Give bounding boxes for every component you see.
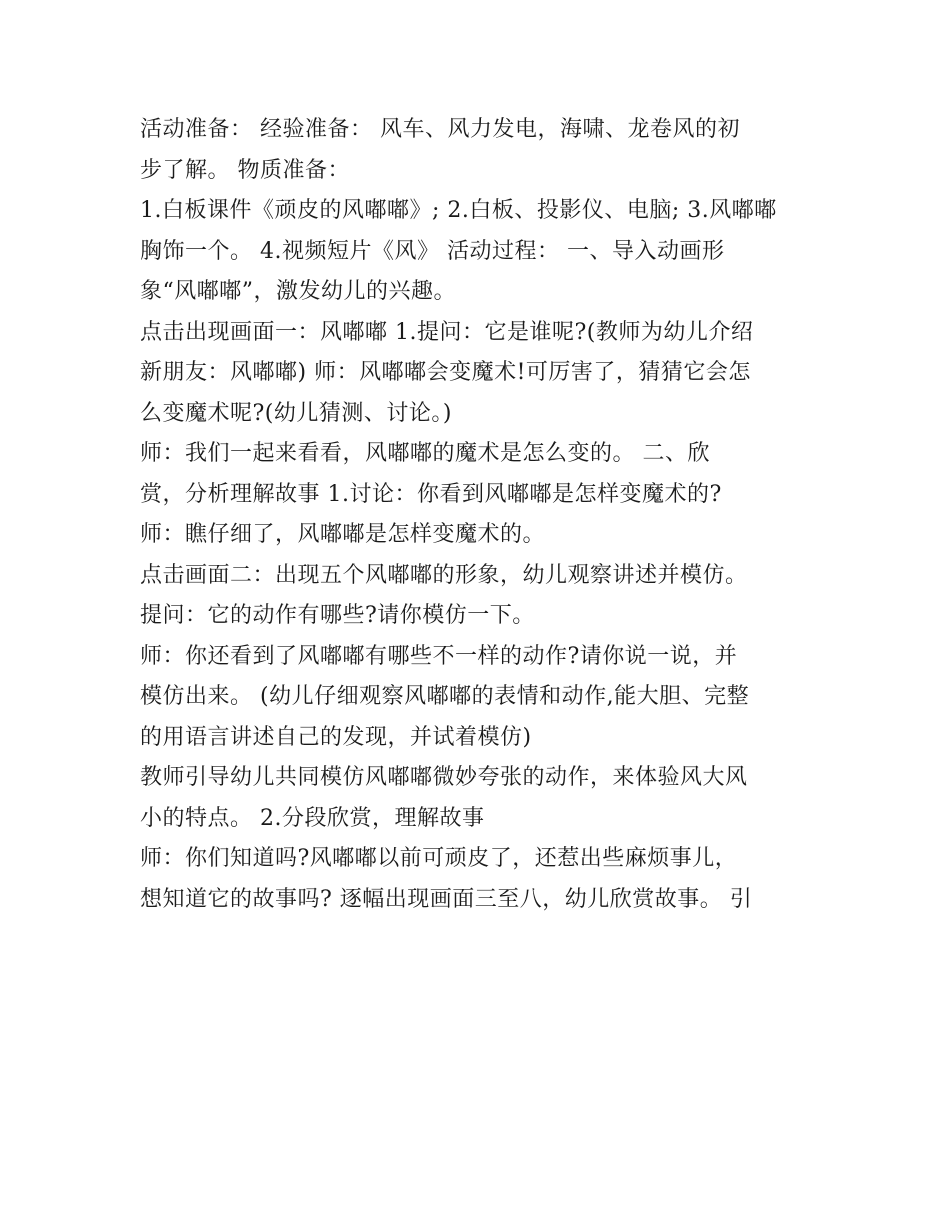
text-line-15: 模仿出来。 (幼儿仔细观察风嘟嘟的表情和动作,能大胆、完整 — [140, 684, 750, 709]
text-line-4: 胸饰一个。 4.视频短片《风》 活动过程： 一、导入动画形 — [140, 238, 725, 264]
text-line-1: 活动准备： 经验准备： 风车、风力发电，海啸、龙卷风的初 — [140, 117, 740, 142]
text-line-14: 师：你还看到了风嘟嘟有哪些不一样的动作?请你说一说，并 — [140, 643, 738, 669]
text-line-2: 步了解。 物质准备： — [140, 157, 350, 183]
text-line-7: 新朋友：风嘟嘟) 师：风嘟嘟会变魔术!可厉害了，猜猜它会怎 — [140, 360, 751, 385]
text-line-6: 点击出现画面一：风嘟嘟 1.提问：它是谁呢?(教师为幼儿介绍 — [140, 319, 754, 345]
text-line-20: 想知道它的故事吗? 逐幅出现画面三至八，幼儿欣赏故事。 引 — [140, 886, 753, 912]
text-line-8: 么变魔术呢?(幼儿猜测、讨论。) — [140, 400, 452, 426]
text-line-19: 师：你们知道吗?风嘟嘟以前可顽皮了，还惹出些麻烦事儿， — [140, 846, 738, 871]
text-line-11: 师：瞧仔细了，风嘟嘟是怎样变魔术的。 — [140, 522, 546, 547]
text-line-10: 赏，分析理解故事 1.讨论：你看到风嘟嘟是怎样变魔术的? — [140, 481, 722, 507]
text-line-9: 师：我们一起来看看，风嘟嘟的魔术是怎么变的。 二、欣 — [140, 441, 710, 466]
text-line-18: 小的特点。 2.分段欣赏，理解故事 — [140, 805, 485, 831]
text-line-12: 点击画面二：出现五个风嘟嘟的形象，幼儿观察讲述并模仿。 — [140, 562, 748, 588]
text-line-13: 提问：它的动作有哪些?请你模仿一下。 — [140, 603, 535, 628]
document-body — [140, 110, 820, 920]
text-line-3: 1.白板课件《顽皮的风嘟嘟》; 2.白板、投影仪、电脑; 3.风嘟嘟 — [140, 198, 777, 223]
text-line-17: 教师引导幼儿共同模仿风嘟嘟微妙夸张的动作，来体验风大风 — [140, 765, 748, 790]
text-line-5: 象“风嘟嘟”，激发幼儿的兴趣。 — [140, 279, 456, 304]
text-line-16: 的用语言讲述自己的发现，并试着模仿) — [140, 724, 532, 750]
